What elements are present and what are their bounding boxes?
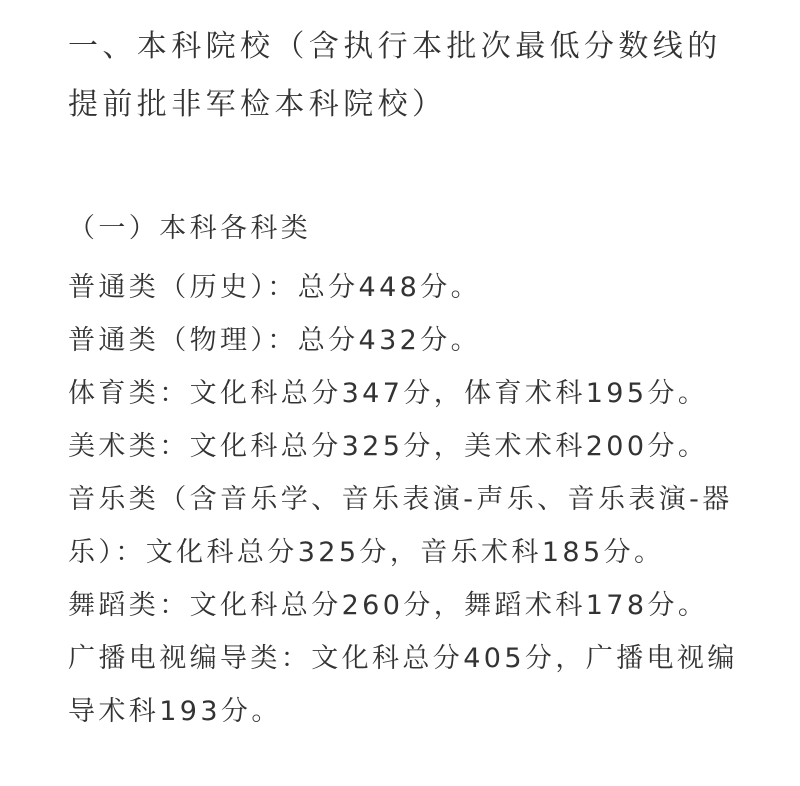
article-body: [68, 18, 738, 738]
subsection-heading: （一）本科各科类: [68, 213, 312, 244]
score-line-sports: 体育类：文化科总分347分，体育术科195分。: [68, 378, 709, 409]
score-line-physics: 普通类（物理）：总分432分。: [68, 325, 482, 356]
score-line-history: 普通类（历史）：总分448分。: [68, 272, 482, 303]
score-line-music: 音乐类（含音乐学、音乐表演-声乐、音乐表演-器乐）：文化科总分325分，音乐术科185分。: [68, 484, 733, 568]
score-line-broadcast-directing: 广播电视编导类：文化科总分405分，广播电视编导术科193分。: [68, 643, 738, 727]
score-line-dance: 舞蹈类：文化科总分260分，舞蹈术科178分。: [68, 590, 709, 621]
section-heading: 一、本科院校（含执行本批次最低分数线的提前批非军检本科院校）: [68, 29, 722, 122]
score-list: [68, 261, 738, 738]
score-line-fine-arts: 美术类：文化科总分325分，美术术科200分。: [68, 431, 709, 462]
